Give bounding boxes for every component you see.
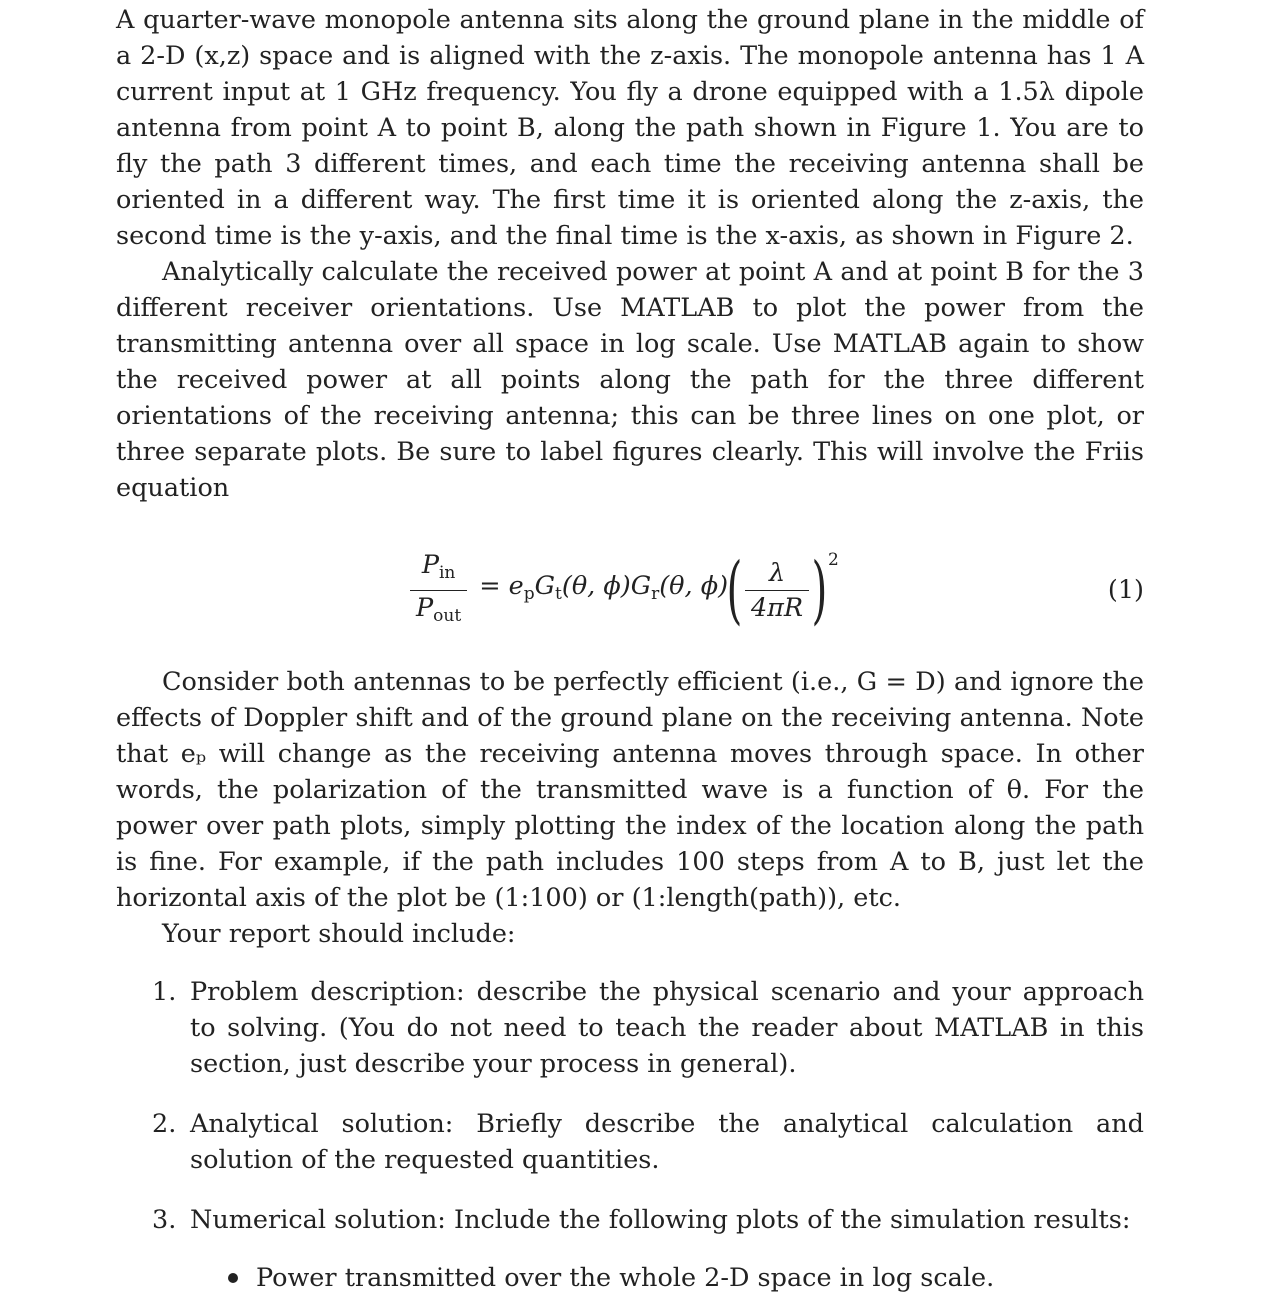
wavelength-numerator: λ xyxy=(768,557,786,588)
document-page xyxy=(116,2,1144,1296)
list-item: 2. Analytical solution: Briefly describe the analytical calculation and solution of the requested quantities. xyxy=(152,1109,1144,1175)
lhs-denominator-sub: out xyxy=(433,605,462,626)
paragraph-report-intro: Your report should include: xyxy=(162,919,516,949)
left-paren: ( xyxy=(726,547,743,633)
rhs-gt: $G_t(\theta$, ϕ) xyxy=(534,571,631,604)
exponent: 2 xyxy=(828,550,839,570)
report-items-list xyxy=(116,974,1144,1238)
equation-number: (1) xyxy=(1107,575,1144,605)
rhs-gr: $G_r(\theta$, ϕ) xyxy=(630,571,729,604)
paragraph-tasks: Analytically calculate the received power at point A and at point B for the 3 different receiver orientations. Use MATLAB to plot the power from the transmitting antenna over all space in log scale. Use MATLAB again to show the received power at all points along the path for the three different orientations of the receiving antenna; this can be three lines on one plot, or three separate plots. Be sure to label figures clearly. This will involve the Friis equation xyxy=(116,257,1144,503)
rhs-ep: = $e_p$ xyxy=(479,571,535,604)
lhs-numerator: P xyxy=(421,549,439,580)
bullet-item: Power transmitted over the whole 2-D space in log scale. xyxy=(116,1260,1144,1296)
wavelength-fraction xyxy=(745,556,809,625)
equation-body xyxy=(406,540,839,640)
right-paren: ) xyxy=(811,547,828,633)
friis-equation xyxy=(116,534,1144,652)
list-item: 3. Numerical solution: Include the following plots of the simulation results: xyxy=(152,1205,1131,1235)
bullet-dot-icon xyxy=(228,1273,238,1283)
lhs-fraction xyxy=(410,548,467,633)
lhs-numerator-sub: in xyxy=(438,562,456,583)
paragraph-problem-statement: A quarter-wave monopole antenna sits along the ground plane in the middle of a 2-D (x,z) space and is aligned with the z-axis. The monopole antenna has 1 A current input at 1 GHz frequency. You fly a drone equipped with a 1.5λ dipole antenna from point A to point B, along the path shown in Figure 1. You are to fly the path 3 different times, and each time the receiving antenna shall be oriented in a different way. The first time it is oriented along the z-axis, the second time is the y-axis, and the final time is the x-axis, as shown in Figure 2. xyxy=(116,5,1144,251)
lhs-denominator: P xyxy=(416,592,434,623)
list-item: 1. Problem description: describe the physical scenario and your approach to solving. (You do not need to teach the reader about MATLAB in this section, just describe your process in general). xyxy=(152,977,1144,1079)
paragraph-assumptions: Consider both antennas to be perfectly efficient (i.e., G = D) and ignore the effects of Doppler shift and of the ground plane on the receiving antenna. Note that eₚ will change as the receiving antenna moves through space. In other words, the polarization of the transmitted wave is a function of θ. For the power over path plots, simply plotting the index of the location along the path is fine. For example, if the path includes 100 steps from A to B, just let the horizontal axis of the plot be (1:100) or (1:length(path)), etc. xyxy=(116,667,1144,913)
wavelength-denominator: 4πR xyxy=(750,592,804,623)
sub-bullet-list xyxy=(116,1260,1144,1296)
